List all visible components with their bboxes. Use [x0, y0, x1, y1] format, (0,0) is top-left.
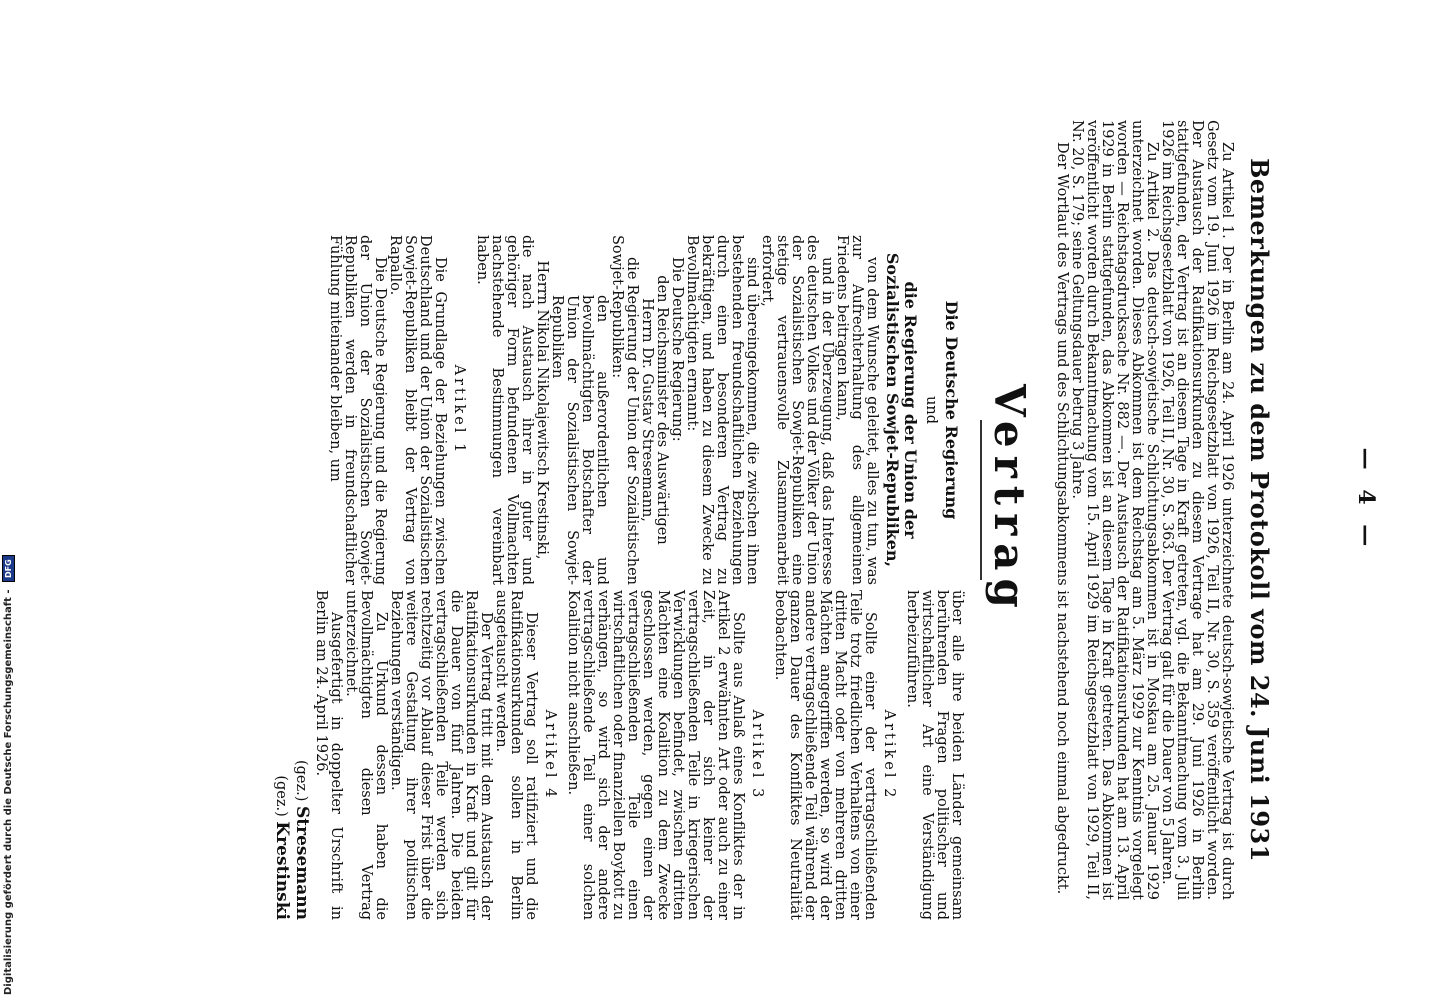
preamble-wish: von dem Wunsche geleitet, alles zu tun, was zur Aufrechterhaltung des allgemeinen Friedens beitragen kann, [834, 235, 880, 585]
article-3-text: Sollte aus Anlaß eines Konfliktes der in Artikel 2 erwähnten Art oder auch zu einer Zeit, in der sich keiner der vertragschließenden Teile in kriegerischen Verwicklungen befindet, zwischen dritten Mächten eine Koalition zu dem Zwecke geschlossen werden, gegen einen der vertragschließenden Teile einen wirtschaftlichen oder finanziellen Boykott zu verhängen, so wird sich der andere vertragschließende Teil einer solchen Koalition nicht anschließen. [565, 590, 746, 920]
party-german: Die Deutsche Regierung [942, 300, 961, 520]
remarks-block [1054, 120, 1234, 900]
plenipotentiary-german-title: den Reichsminister des Auswärtigen [654, 275, 670, 545]
remark-article-2: Zu Artikel 2. Das deutsch-sowjetische Schlichtungsabkommen ist in Moskau am 25. Januar 1929 unterzeichnet worden. Dieses Abkommen ist dem Reichstag am 5. März 1929 zur Kenntnis vorgelegt worden — Reichstagsdrucksache Nr. 882 —. Der Austausch der Ratifikationsurkunden hat am 13. April 1929 in Berlin stattgefunden, das Abkommen ist an diesem Tage in Kraft getreten. Das Abkommen ist veröffentlicht worden durch Bekanntmachung vom 15. April 1929 im Reichsgesetzblatt von 1929, Teil II, Nr. 20, S. 179; seine Geltungsdauer betrug 3 Jahre. [1069, 120, 1160, 900]
party-soviet: die Regierung der Union der Sozialistischen Sowjet-Republiken, [883, 252, 920, 568]
conjunction: und [923, 396, 939, 424]
article-4-p2: Der Vertrag tritt mit dem Austausch der Ratifikationsurkunden in Kraft und gilt für die Dauer von fünf Jahren. Die beiden vertragschließenden Teile werden sich rechtzeitig vor Ablauf dieser Frist über die weitere Gestaltung ihrer politischen Beziehungen verständigen. [388, 590, 494, 920]
signature-krestinski [272, 590, 292, 920]
article-1-title: Artikel 1 [451, 364, 467, 456]
article-2-title: Artikel 2 [881, 709, 897, 801]
plenipotentiary-german-name: Herrn Dr. Gustav Stresemann, [639, 298, 655, 522]
signature-name: Stresemann [292, 805, 312, 920]
dfg-logo: DFG [2, 555, 15, 582]
signature-prefix: (gez.) [293, 759, 309, 802]
preamble-agreement: sind übereingekommen, die zwischen ihnen bestehenden freundschaftlichen Beziehungen durch einen besonderen Vertrag zu bekräftigen, und haben zu diesem Zwecke zu Bevollmächtigten ernannt: [684, 235, 760, 585]
article-3-title: Artikel 3 [749, 709, 765, 801]
article-1-p2: Die Deutsche Regierung und die Regierung der Union der Sozialistischen Sowjet-Republiken werden in freundschaftlicher Fühlung miteinander bleiben, um [327, 235, 388, 585]
remark-wording: Der Wortlaut des Vertrags und des Schlichtungsabkommens ist nachstehend noch einmal abgedruckt. [1054, 142, 1070, 895]
article-4-title: Artikel 4 [542, 709, 558, 801]
digitization-note [2, 295, 15, 995]
remark-article-1: Zu Artikel 1. Der in Berlin am 24. April 1926 unterzeichnete deutsch-sowjetische Vertrag ist durch Gesetz vom 19. Juni 1926 im Reichsgesetzblatt von 1926, Teil II, Nr. 30, S. 359 veröffentlicht worden. Der Austausch der Ratifikationsurkunden zu diesem Vertrage hat am 29. Juni 1926 in Berlin stattgefunden, der Vertrag ist an diesem Tage in Kraft getreten, vgl. die Bekanntmachung vom 3. Juli 1926 im Reichsgesetzblatt von 1926, Teil II, Nr. 30, S. 363. Der Vertrag galt für die Dauer von 5 Jahren. [1159, 120, 1235, 900]
left-column [327, 235, 964, 585]
preamble-conviction: und in der Überzeugung, daß das Interesse des deutschen Volkes und der Völker der Union der Sozialistischen Sowjet-Republiken eine stetige vertrauensvolle Zusammenarbeit erfordert, [759, 235, 835, 585]
signature-stresemann [292, 590, 312, 920]
article-1-p1: Die Grundlage der Beziehungen zwischen Deutschland und der Union der Sozialistischen Sowjet-Republiken bleibt der Vertrag von Rapallo. [387, 235, 448, 585]
article-1-continued: über alle ihre beiden Länder gemeinsam berührenden Fragen politischer und wirtschaftlicher Art eine Verständigung herbeizuführen. [904, 590, 965, 920]
page-title: Bemerkungen zu dem Protokoll vom 24. Juni 1931 [1245, 158, 1274, 862]
plenipotentiary-soviet-label: die Regierung der Union der Sozialistischen Sowjet-Republiken: [609, 235, 640, 585]
signature-prefix: (gez.) [273, 775, 289, 817]
plenipotentiary-soviet-title: den außerordentlichen und bevollmächtigten Botschafter der Union der Sozialistischen Sowjet-Republiken [549, 295, 610, 585]
digitization-text: Digitalisierung gefördert durch die Deutsche Forschungsgemeinschaft - [3, 589, 14, 995]
article-4-p1: Dieser Vertrag soll ratifiziert und die Ratifikationsurkunden sollen in Berlin ausgetauscht werden. [493, 590, 539, 920]
right-column [273, 590, 964, 920]
divider [980, 420, 982, 580]
page-number: — 4 — [1353, 447, 1379, 553]
preamble-close: die nach Austausch ihrer in guter und gehöriger Form befundenen Vollmachten nachstehende Bestimmungen vereinbart haben. [474, 235, 535, 585]
article-2-text: Sollte einer der vertragschließenden Teile trotz friedlichen Verhaltens von einer dritten Macht oder von mehreren dritten Mächten angegriffen werden, so wird der andere vertragschließende Teil während der ganzen Dauer des Konfliktes Neutralität beobachten. [772, 590, 878, 920]
signature-name: Krestinski [272, 821, 292, 920]
plenipotentiary-soviet-name: Herrn Nikolai Nikolajewitsch Krestinski, [534, 260, 550, 560]
treaty-title: Vertrag [985, 384, 1034, 616]
plenipotentiary-german-label: Die Deutsche Regierung: [669, 257, 685, 442]
place-date: Ausgefertigt in doppelter Urschrift in Berlin am 24. April 1926. [313, 590, 344, 920]
witness-clause: Zu Urkund dessen haben die Bevollmächtigten diesen Vertrag unterzeichnet. [343, 590, 389, 920]
